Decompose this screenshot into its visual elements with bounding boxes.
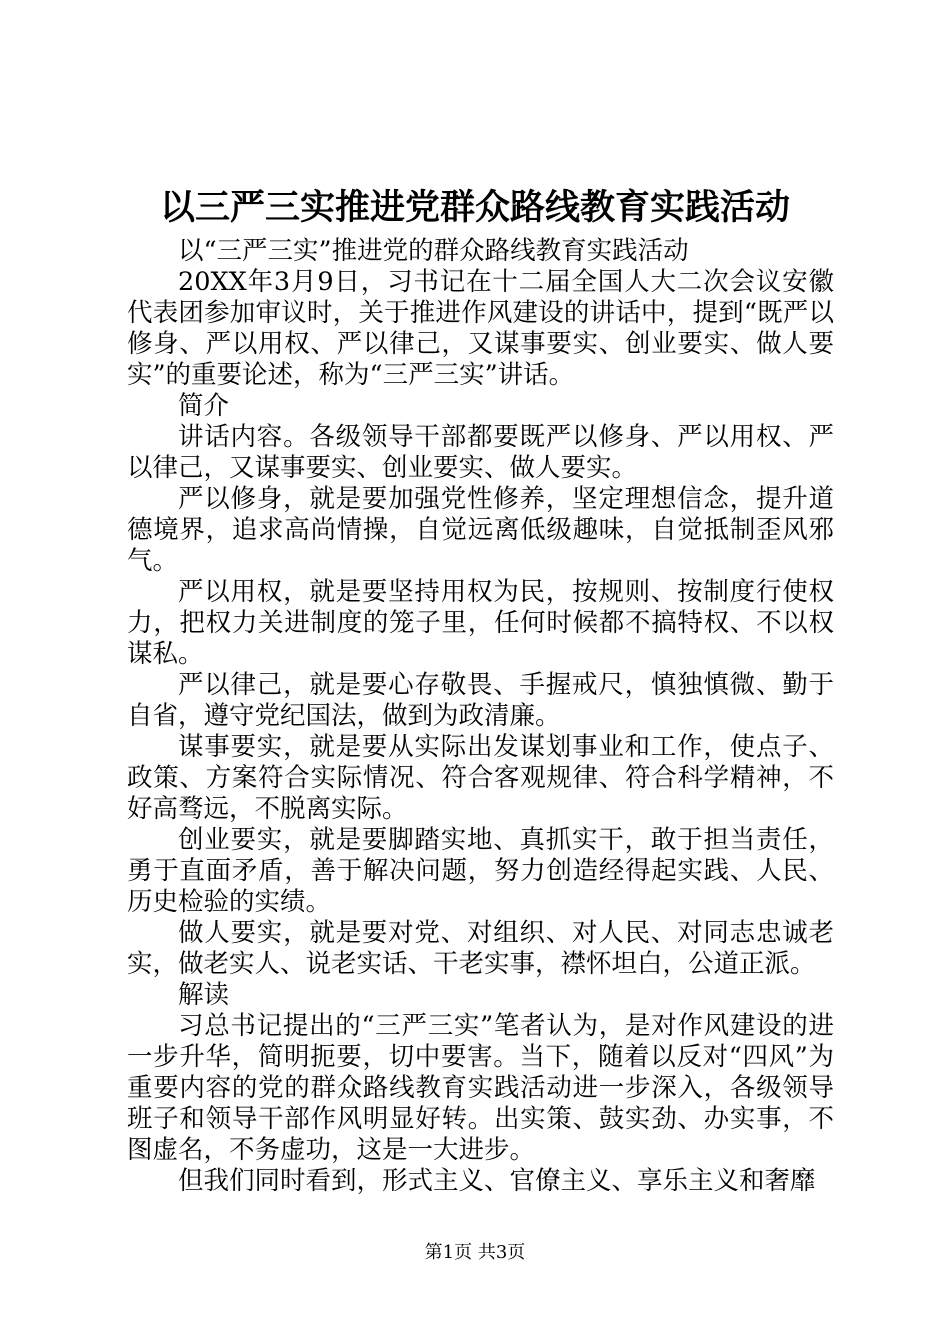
paragraph-interpretation: 习总书记提出的“三严三实”笔者认为，是对作风建设的进一步升华，简明扼要，切中要害。当下，随着以反对“四风”为重要内容的党的群众路线教育实践活动进一步深入，各级领导班子和领导干部作风明显好转。出实策、鼓实劲、办实事，不图虚名，不务虚功，这是一大进步。 [127, 1011, 834, 1165]
paragraph-continuation: 但我们同时看到，形式主义、官僚主义、享乐主义和奢靡 [178, 1166, 816, 1196]
paragraph-self-cultivation: 严以修身，就是要加强党性修养，坚定理想信念，提升道德境界，追求高尚情操，自觉远离低级趣味，自觉抵制歪风邪气。 [127, 484, 834, 576]
document-title: 以三严三实推进党群众路线教育实践活动 [159, 187, 790, 228]
paragraph-intro: 20XX年3月9日，习书记在十二届全国人大二次会议安徽代表团参加审议时，关于推进作风建设的讲话中，提到“既严以修身、严以用权、严以律己，又谋事要实、创业要实、做人要实”的重要论述，称为“三严三实”讲话。 [127, 267, 834, 390]
document-body [127, 236, 834, 1197]
paragraph-entrepreneurship: 创业要实，就是要脚踏实地、真抓实干，敢于担当责任，勇于直面矛盾，善于解决问题，努力创造经得起实践、人民、历史检验的实绩。 [127, 825, 834, 917]
paragraph-use-of-power: 严以用权，就是要坚持用权为民，按规则、按制度行使权力，把权力关进制度的笼子里，任何时候都不搞特权、不以权谋私。 [127, 577, 834, 669]
section-heading-intro: 简介 [178, 391, 230, 421]
paragraph-subtitle: 以“三严三实”推进党的群众路线教育实践活动 [178, 236, 689, 266]
paragraph-content: 讲话内容。各级领导干部都要既严以修身、严以用权、严以律己，又谋事要实、创业要实、做人要实。 [127, 422, 834, 483]
paragraph-planning: 谋事要实，就是要从实际出发谋划事业和工作，使点子、政策、方案符合实际情况、符合客观规律、符合科学精神，不好高骛远，不脱离实际。 [127, 732, 834, 824]
paragraph-conduct: 做人要实，就是要对党、对组织、对人民、对同志忠诚老实，做老实人、说老实话、干老实事，襟怀坦白，公道正派。 [127, 918, 834, 979]
page-number-footer: 第1页 共3页 [424, 1242, 526, 1263]
paragraph-self-discipline: 严以律己，就是要心存敬畏、手握戒尺，慎独慎微、勤于自省，遵守党纪国法，做到为政清廉。 [127, 670, 834, 731]
section-heading-interpretation: 解读 [178, 980, 230, 1010]
